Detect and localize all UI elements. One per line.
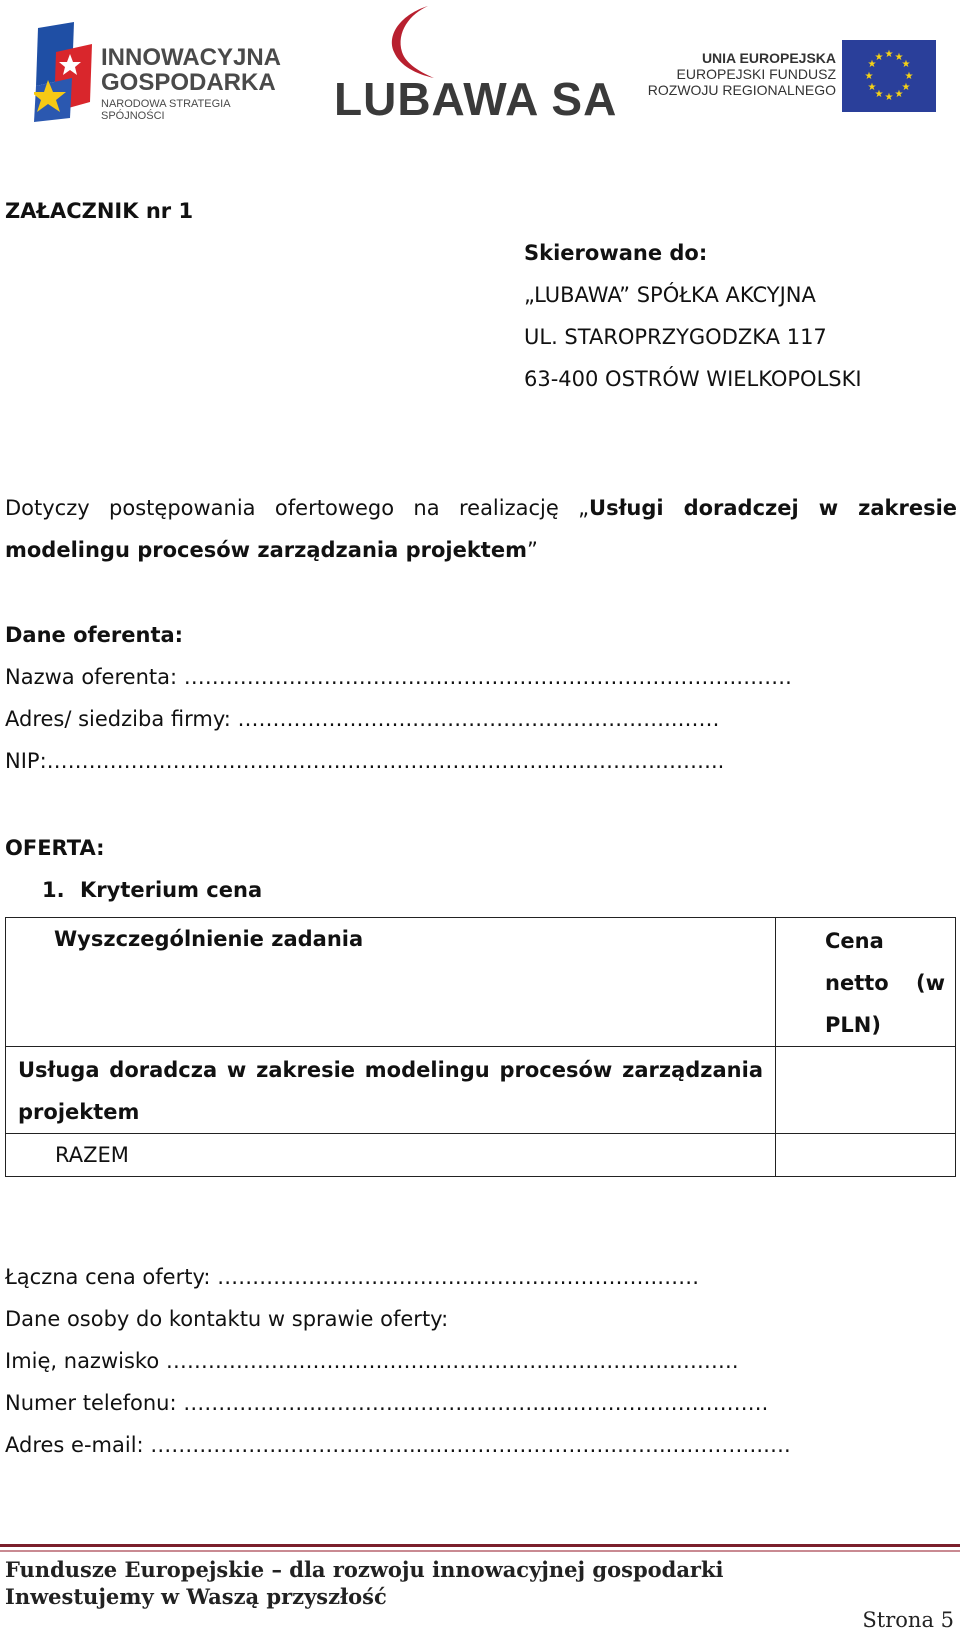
addressed-to-label: Skierowane do: xyxy=(524,241,708,265)
criterion-number: 1. xyxy=(42,878,65,902)
logo-lubawa xyxy=(334,4,634,124)
svg-text:★: ★ xyxy=(874,89,884,100)
table-row xyxy=(6,1134,956,1177)
price-header-line3: PLN) xyxy=(825,1013,881,1037)
svg-text:★: ★ xyxy=(894,89,904,100)
bidder-name-field: Nazwa oferenta: ……………………………….…………………………………….……. xyxy=(5,665,792,689)
lubawa-swoosh-icon xyxy=(380,4,440,80)
footer-rule-light xyxy=(0,1550,960,1552)
subject-paragraph xyxy=(5,487,957,571)
logo-ig-line2: GOSPODARKA xyxy=(101,69,276,96)
bidder-address-field: Adres/ siedziba firmy: …………………….………………………………..…… xyxy=(5,707,720,731)
offer-table xyxy=(5,917,956,1177)
annex-title: ZAŁACZNIK nr 1 xyxy=(5,199,194,223)
logo-ue-line3: ROZWOJU REGIONALNEGO xyxy=(647,82,836,98)
total-cell: RAZEM xyxy=(6,1134,776,1177)
total-price-field: Łączna cena oferty: …………………….…………………….………….…… xyxy=(5,1265,700,1289)
contact-heading: Dane osoby do kontaktu w sprawie oferty: xyxy=(5,1307,449,1331)
innowacyjna-gospodarka-emblem-icon xyxy=(34,22,96,122)
address-line: UL. STAROPRZYGODZKA 117 xyxy=(524,325,827,349)
svg-text:★: ★ xyxy=(864,71,874,82)
price-header-unit: (w xyxy=(916,971,945,995)
bidder-nip-field: NIP:…………………………………….…………………………….……………….. xyxy=(5,749,725,773)
address-line: „LUBAWA” SPÓŁKA AKCYJNA xyxy=(524,283,816,307)
price-header-netto: netto xyxy=(825,971,889,995)
logo-innowacyjna-gospodarka xyxy=(34,22,294,122)
bidder-heading: Dane oferenta: xyxy=(5,623,184,647)
footer-rule xyxy=(0,1544,960,1547)
footer-line2: Inwestujemy w Waszą przyszłość xyxy=(5,1584,387,1609)
eu-flag-icon xyxy=(842,40,936,112)
svg-text:★: ★ xyxy=(901,59,911,70)
table-header-price xyxy=(776,918,956,1047)
svg-text:★: ★ xyxy=(874,52,884,63)
logo-ue-line2: EUROPEJSKI FUNDUSZ xyxy=(676,66,836,82)
subject-prefix: Dotyczy postępowania ofertowego na realizację „ xyxy=(5,496,590,520)
contact-email-field: Adres e-mail: ………………………………......…………………….……..………….…. xyxy=(5,1433,791,1457)
svg-text:★: ★ xyxy=(884,92,894,103)
table-header-task: Wyszczególnienie zadania xyxy=(6,918,776,1047)
subject-title: Usługi doradczej w zakresie modelingu procesów zarządzania projektem xyxy=(5,496,958,562)
logo-ig-line1: INNOWACYJNA xyxy=(101,44,282,71)
contact-name-field: Imię, nazwisko ……………….………………….………………………….………. xyxy=(5,1349,739,1373)
table-row xyxy=(6,918,956,1047)
logo-ig-line3: NARODOWA STRATEGIA SPÓJNOŚCI xyxy=(101,98,230,122)
subject-suffix: ” xyxy=(526,538,538,562)
svg-text:★: ★ xyxy=(884,49,894,60)
svg-text:★: ★ xyxy=(894,52,904,63)
logo-unia-europejska xyxy=(647,40,936,116)
logo-lubawa-text: LUBAWA SA xyxy=(334,73,618,125)
logo-ue-line1: UNIA EUROPEJSKA xyxy=(701,50,836,66)
total-price-cell[interactable] xyxy=(776,1134,956,1177)
criterion-label: Kryterium cena xyxy=(80,878,263,902)
table-row xyxy=(6,1047,956,1134)
svg-text:★: ★ xyxy=(904,71,914,82)
svg-text:★: ★ xyxy=(867,82,877,93)
price-header-line1: Cena xyxy=(825,929,884,953)
footer-line1: Fundusze Europejskie – dla rozwoju innowacyjnej gospodarki xyxy=(5,1557,724,1582)
offer-heading: OFERTA: xyxy=(5,836,105,860)
svg-text:★: ★ xyxy=(901,82,911,93)
address-line: 63-400 OSTRÓW WIELKOPOLSKI xyxy=(524,367,862,391)
contact-phone-field: Numer telefonu: ……………….…………..……………….....………………………. xyxy=(5,1391,769,1415)
page-number: Strona 5 xyxy=(862,1608,954,1632)
service-cell: Usługa doradcza w zakresie modelingu procesów zarządzania projektem xyxy=(6,1047,776,1134)
svg-text:★: ★ xyxy=(867,59,877,70)
service-price-cell[interactable] xyxy=(776,1047,956,1134)
